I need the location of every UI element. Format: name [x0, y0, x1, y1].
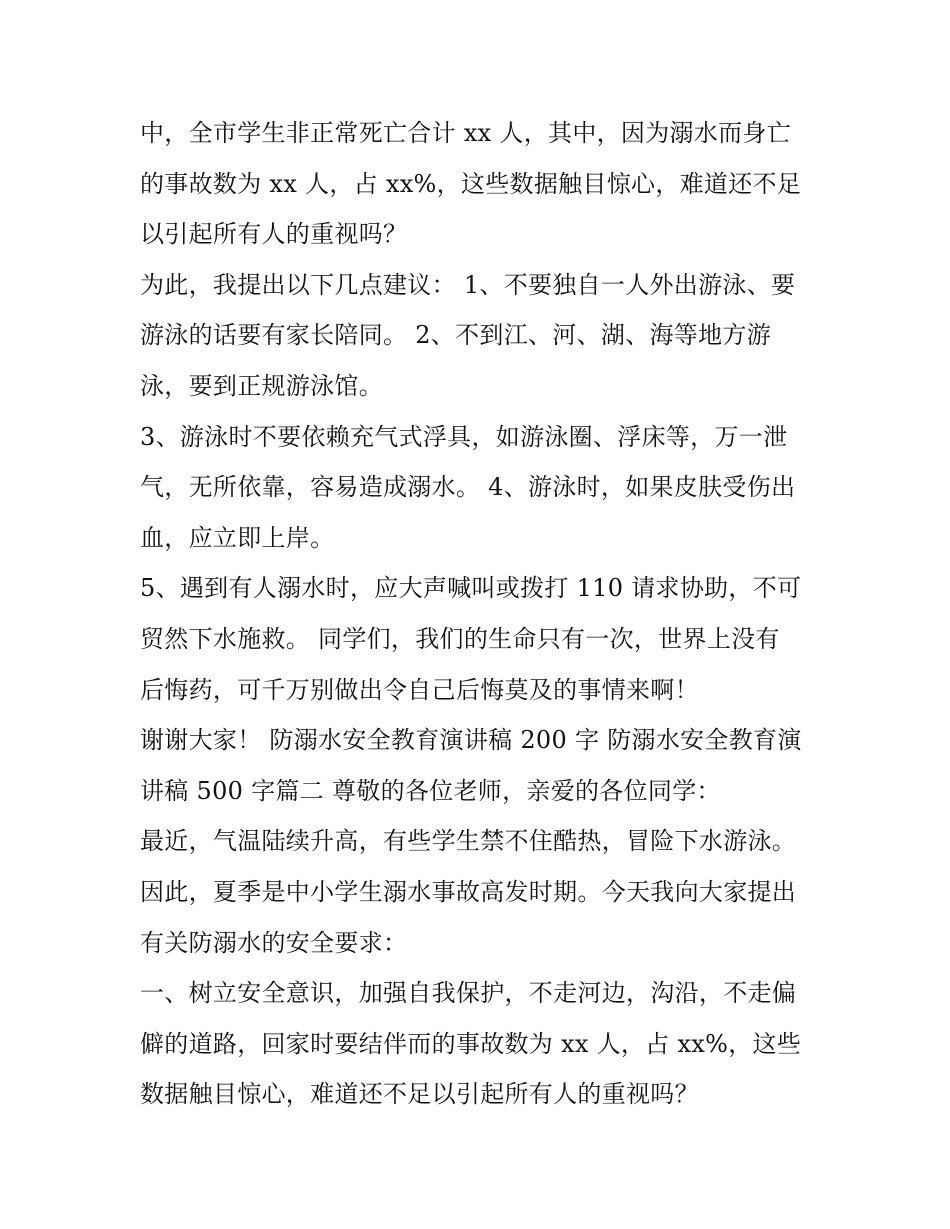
- text-line: 有关防溺水的安全要求：: [140, 928, 408, 957]
- text-line: 气，无所依靠，容易造成溺水。 4、游泳时，如果皮肤受伤出: [140, 473, 796, 502]
- text-line: 谢谢大家！ 防溺水安全教育演讲稿 200 字 防溺水安全教育演: [140, 726, 802, 755]
- text-line: 泳，要到正规游泳馆。: [140, 371, 383, 400]
- text-line: 数据触目惊心，难道还不足以引起所有人的重视吗？: [140, 1080, 699, 1109]
- text-line: 5、遇到有人溺水时，应大声喊叫或拨打 110 请求协助，不可: [140, 574, 802, 603]
- text-line: 为此，我提出以下几点建议： 1、不要独自一人外出游泳、要: [140, 270, 796, 299]
- text-line: 贸然下水施救。 同学们，我们的生命只有一次，世界上没有: [140, 624, 780, 653]
- text-line: 一、树立安全意识，加强自我保护，不走河边，沟沿，不走偏: [140, 979, 797, 1008]
- text-line: 游泳的话要有家长陪同。 2、不到江、河、湖、海等地方游: [140, 321, 771, 350]
- text-line: 最近，气温陆续升高，有些学生禁不住酷热，冒险下水游泳。: [140, 827, 797, 856]
- text-line: 3、游泳时不要依赖充气式浮具，如游泳圈、浮床等，万一泄: [140, 422, 788, 451]
- text-line: 以引起所有人的重视吗？: [140, 220, 408, 249]
- text-line: 因此，夏季是中小学生溺水事故高发时期。今天我向大家提出: [140, 877, 797, 906]
- text-line: 后悔药，可千万别做出令自己后悔莫及的事情来啊！: [140, 675, 699, 704]
- text-line: 的事故数为 xx 人，占 xx%，这些数据触目惊心，难道还不足: [140, 169, 802, 198]
- document-body: [140, 108, 820, 1120]
- text-line: 僻的道路，回家时要结伴而的事故数为 xx 人，占 xx%，这些: [140, 1029, 802, 1058]
- text-line: 讲稿 500 字篇二 尊敬的各位老师，亲爱的各位同学：: [140, 776, 721, 805]
- text-line: 血，应立即上岸。: [140, 523, 335, 552]
- text-line: 中，全市学生非正常死亡合计 xx 人，其中，因为溺水而身亡: [140, 119, 792, 147]
